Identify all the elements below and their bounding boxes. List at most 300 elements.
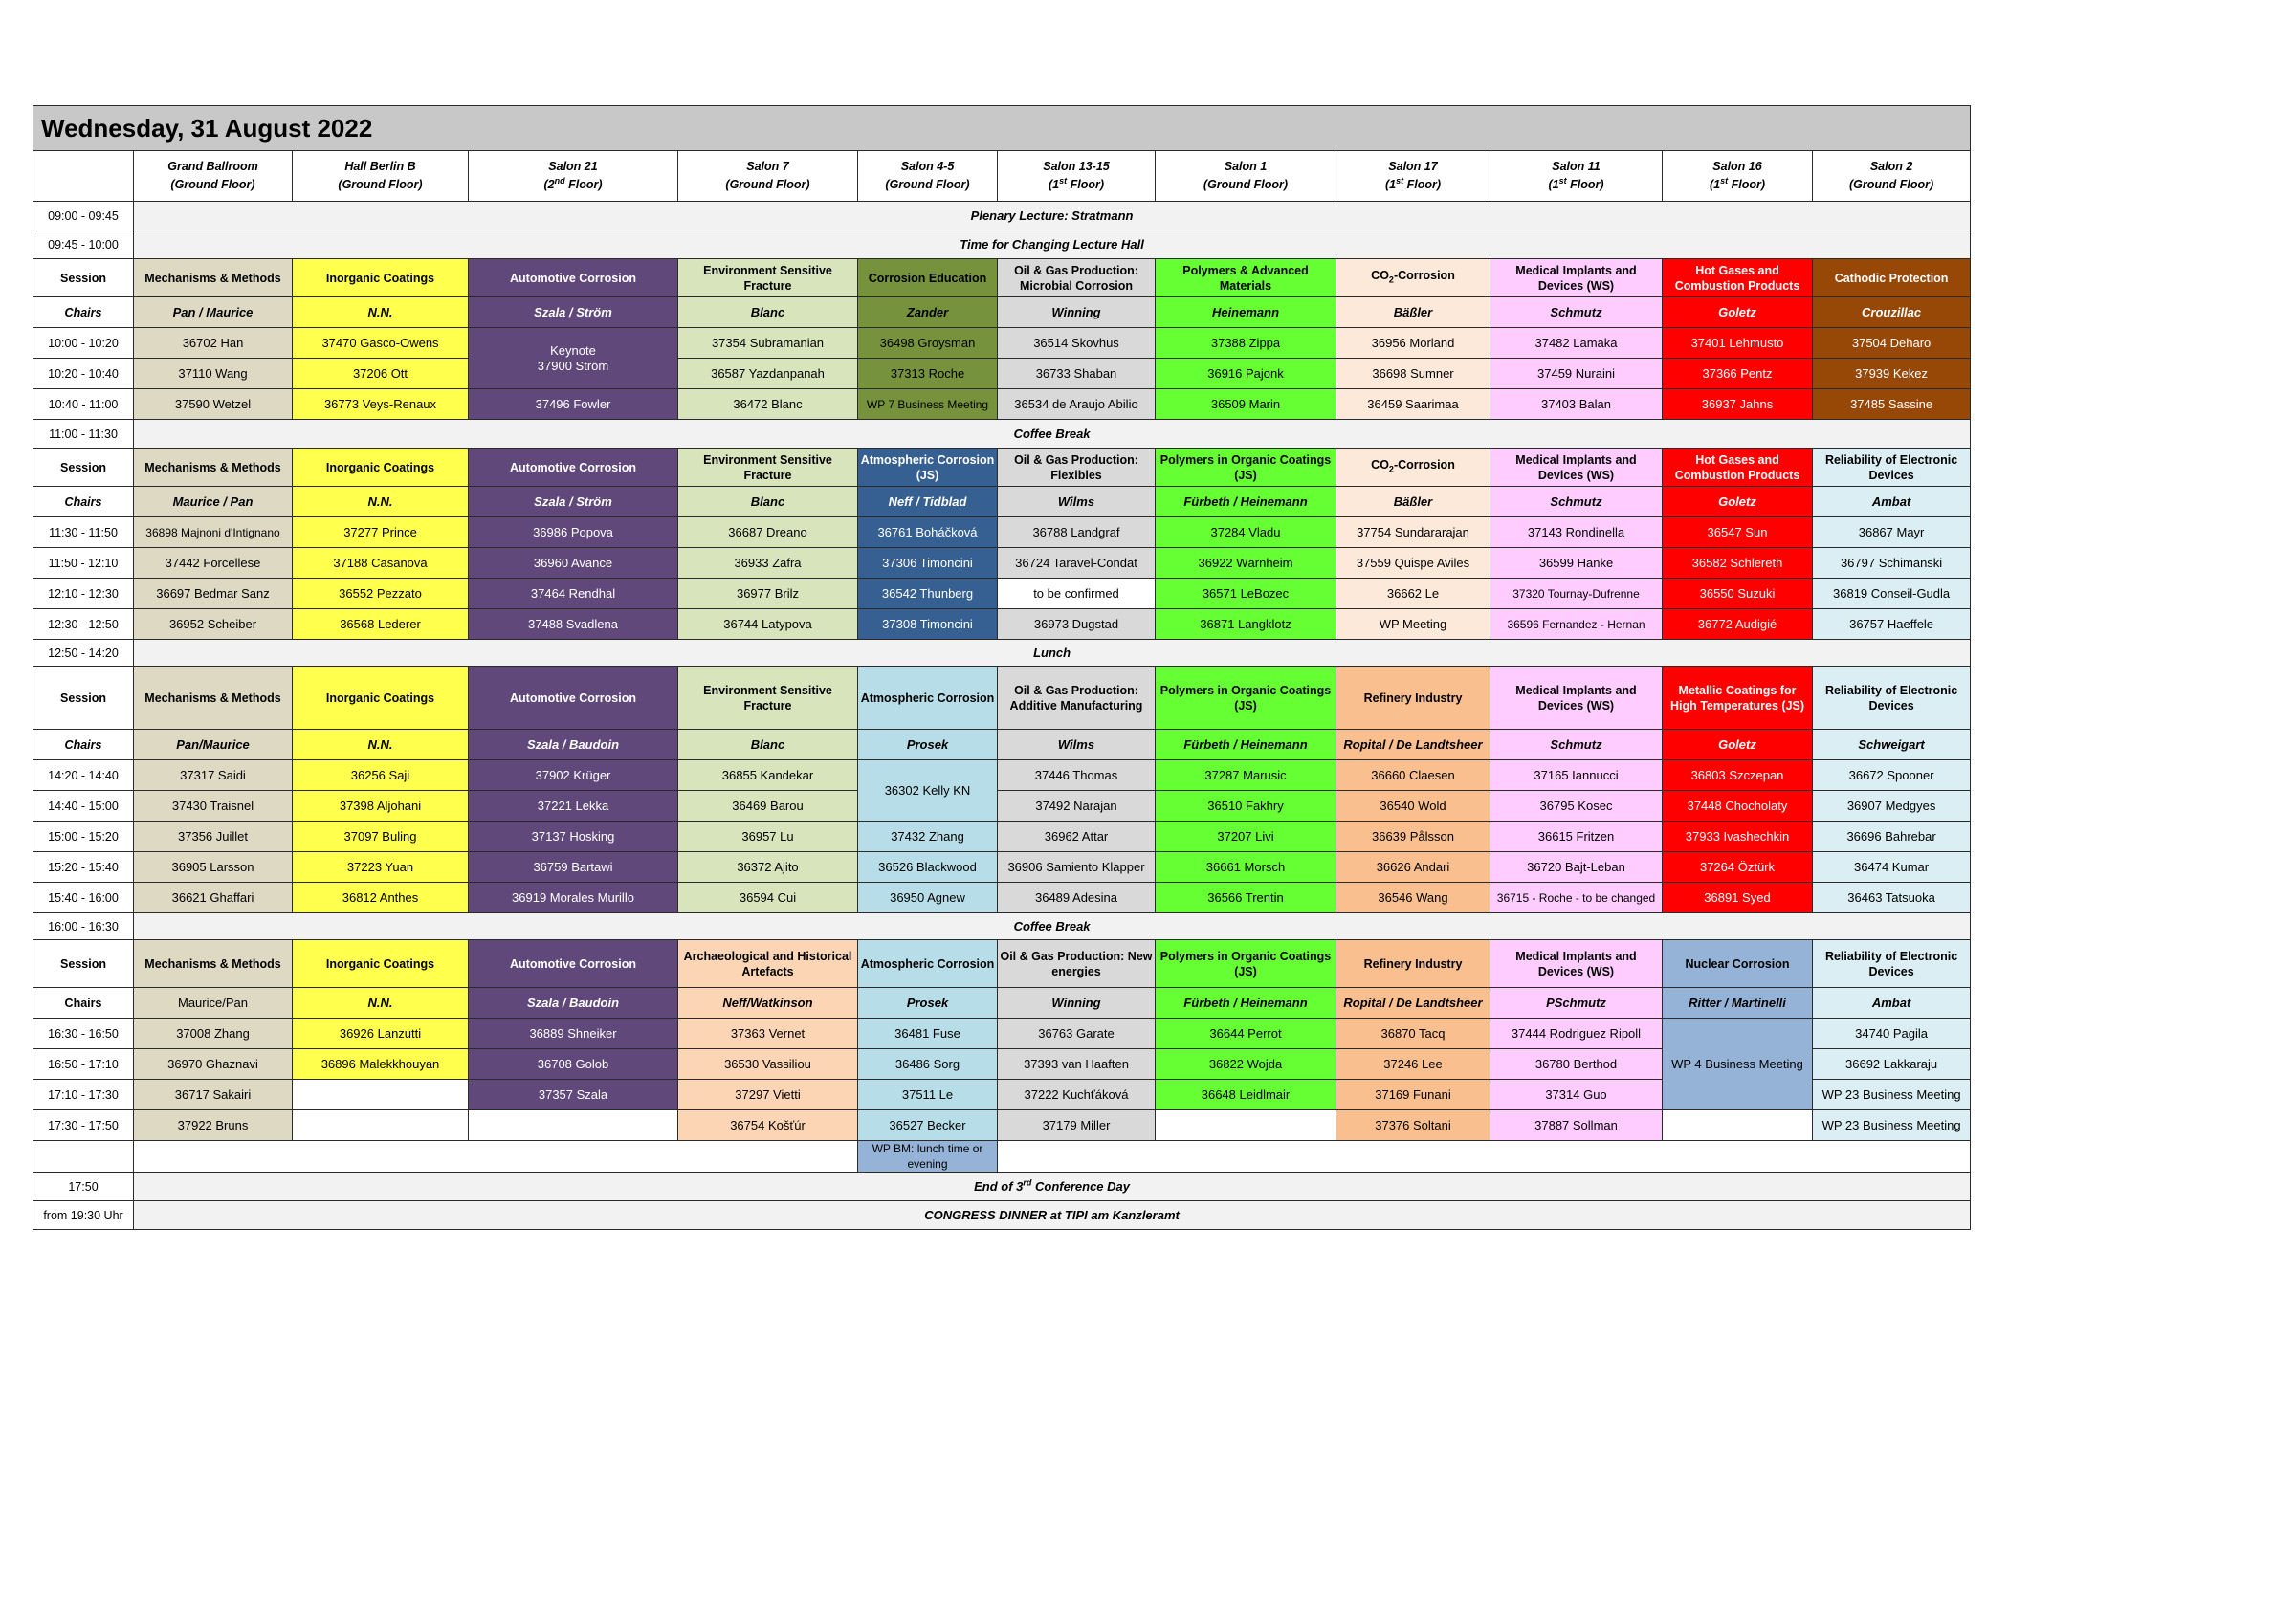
time-cell [33, 1141, 134, 1173]
session-title: $CO_2$-Corrosion [1336, 259, 1490, 297]
talk-cell: 36672 Spooner [1813, 760, 1971, 791]
time-cell: 14:20 - 14:40 [33, 760, 134, 791]
time-cell: 16:00 - 16:30 [33, 913, 134, 940]
time-cell: 11:00 - 11:30 [33, 420, 134, 449]
talk-cell: 37320 Tournay-Dufrenne [1490, 579, 1663, 609]
talk-cell: 36660 Claesen [1336, 760, 1490, 791]
talk-cell: 36469 Barou [678, 791, 858, 822]
talk-cell: 37559 Quispe Aviles [1336, 548, 1490, 579]
talk-cell: 36474 Kumar [1813, 852, 1971, 883]
talk-cell: 37403 Balan [1490, 389, 1663, 420]
session-title: Inorganic Coatings [293, 449, 469, 487]
talk-cell: 36708 Golob [469, 1049, 678, 1080]
talk-cell: 37317 Saidi [134, 760, 293, 791]
chair-cell: Ropital / De Landtsheer [1336, 988, 1490, 1019]
session-title: Medical Implants and Devices (WS) [1490, 259, 1663, 297]
talk-cell: 37376 Soltani [1336, 1110, 1490, 1141]
talk-cell: 37902 Krüger [469, 760, 678, 791]
talk-cell: 36744 Latypova [678, 609, 858, 640]
talk-cell: 37488 Svadlena [469, 609, 678, 640]
room-header: Salon 21 (2nd Floor) [469, 151, 678, 202]
time-cell: 11:50 - 12:10 [33, 548, 134, 579]
chair-cell: Schweigart [1813, 730, 1971, 760]
session-title: Metallic Coatings for High Temperatures (JS) [1663, 667, 1813, 730]
room-header: Salon 16 (1st Floor) [1663, 151, 1813, 202]
talk-cell: 36797 Schimanski [1813, 548, 1971, 579]
talk-cell: 36692 Lakkaraju [1813, 1049, 1971, 1080]
talk-cell: 36547 Sun [1663, 517, 1813, 548]
talk-cell: 37430 Traisnel [134, 791, 293, 822]
talk-cell: 36582 Schlereth [1663, 548, 1813, 579]
talk-cell: 37590 Wetzel [134, 389, 293, 420]
room-header: Salon 17 (1st Floor) [1336, 151, 1490, 202]
talk-cell [1156, 1110, 1336, 1141]
chair-cell: Heinemann [1156, 297, 1336, 328]
talk-cell: 37313 Roche [858, 359, 998, 389]
talk-cell: 37297 Vietti [678, 1080, 858, 1110]
talk-cell: 36662 Le [1336, 579, 1490, 609]
room-header: Salon 2 (Ground Floor) [1813, 151, 1971, 202]
talk-cell: 37504 Deharo [1813, 328, 1971, 359]
session-title: Automotive Corrosion [469, 259, 678, 297]
talk-cell: 36626 Andari [1336, 852, 1490, 883]
talk-cell: 37444 Rodriguez Ripoll [1490, 1019, 1663, 1049]
room-header: Salon 11 (1st Floor) [1490, 151, 1663, 202]
empty-cell [134, 1141, 858, 1173]
session-title: Hot Gases and Combustion Products [1663, 259, 1813, 297]
chair-cell: Maurice/Pan [134, 988, 293, 1019]
talk-cell: 36644 Perrot [1156, 1019, 1336, 1049]
talk-cell: 36870 Tacq [1336, 1019, 1490, 1049]
keynote-cell: Keynote 37900 Ström [469, 328, 678, 389]
talk-cell: 36715 - Roche - to be changed [1490, 883, 1663, 913]
talk-cell: 36621 Ghaffari [134, 883, 293, 913]
room-header: Grand Ballroom (Ground Floor) [134, 151, 293, 202]
talk-cell: 36509 Marin [1156, 389, 1336, 420]
time-cell: 15:40 - 16:00 [33, 883, 134, 913]
talk-cell: 37137 Hosking [469, 822, 678, 852]
talk-cell: 36587 Yazdanpanah [678, 359, 858, 389]
talk-cell: 37511 Le [858, 1080, 998, 1110]
talk-cell: 36986 Popova [469, 517, 678, 548]
talk-cell: WP 23 Business Meeting [1813, 1080, 1971, 1110]
talk-cell: 36696 Bahrebar [1813, 822, 1971, 852]
talk-cell: 37188 Casanova [293, 548, 469, 579]
session-title: Reliability of Electronic Devices [1813, 449, 1971, 487]
talk-cell: 36256 Saji [293, 760, 469, 791]
time-cell: 09:00 - 09:45 [33, 202, 134, 230]
chair-cell: Crouzillac [1813, 297, 1971, 328]
talk-cell: to be confirmed [998, 579, 1156, 609]
talk-cell: 36720 Bajt-Leban [1490, 852, 1663, 883]
talk-cell: 36907 Medgyes [1813, 791, 1971, 822]
chair-cell: Ambat [1813, 487, 1971, 517]
congress-dinner: CONGRESS DINNER at TIPI am Kanzleramt [134, 1201, 1971, 1230]
talk-cell: 36724 Taravel-Condat [998, 548, 1156, 579]
session-title: Mechanisms & Methods [134, 259, 293, 297]
chair-cell: Ropital / De Landtsheer [1336, 730, 1490, 760]
talk-cell: 37143 Rondinella [1490, 517, 1663, 548]
talk-cell: WP 7 Business Meeting [858, 389, 998, 420]
talk-cell: 36698 Sumner [1336, 359, 1490, 389]
schedule-table [33, 105, 1971, 1230]
talk-cell: 36812 Anthes [293, 883, 469, 913]
room-header: Salon 13-15 (1st Floor) [998, 151, 1156, 202]
chair-cell: Schmutz [1490, 730, 1663, 760]
talk-cell: 36661 Morsch [1156, 852, 1336, 883]
chairs-label: Chairs [33, 297, 134, 328]
chair-cell: Pan / Maurice [134, 297, 293, 328]
talk-cell: 37446 Thomas [998, 760, 1156, 791]
talk-cell: 37442 Forcellese [134, 548, 293, 579]
wp-bm-note: WP BM: lunch time or evening [858, 1141, 998, 1173]
talk-cell: 36822 Wojda [1156, 1049, 1336, 1080]
talk-cell: 36552 Pezzato [293, 579, 469, 609]
time-cell: 10:00 - 10:20 [33, 328, 134, 359]
talk-cell: 36898 Majnoni d'Intignano [134, 517, 293, 548]
talk-cell: 36970 Ghaznavi [134, 1049, 293, 1080]
chair-cell: Wilms [998, 487, 1156, 517]
coffee-break: Coffee Break [134, 913, 1971, 940]
talk-cell: 36697 Bedmar Sanz [134, 579, 293, 609]
chair-cell: Wilms [998, 730, 1156, 760]
session-title: Polymers in Organic Coatings (JS) [1156, 667, 1336, 730]
session-label: Session [33, 667, 134, 730]
chair-cell: Fürbeth / Heinemann [1156, 487, 1336, 517]
chairs-label: Chairs [33, 487, 134, 517]
talk-cell: 36530 Vassiliou [678, 1049, 858, 1080]
talk-cell: 37223 Yuan [293, 852, 469, 883]
session-title: Automotive Corrosion [469, 449, 678, 487]
session-title: Atmospheric Corrosion [858, 940, 998, 988]
talk-cell: 37165 Iannucci [1490, 760, 1663, 791]
chair-cell: Fürbeth / Heinemann [1156, 988, 1336, 1019]
talk-cell: 36973 Dugstad [998, 609, 1156, 640]
talk-cell: 37933 Ivashechkin [1663, 822, 1813, 852]
talk-cell: 36486 Sorg [858, 1049, 998, 1080]
talk-cell: 36937 Jahns [1663, 389, 1813, 420]
time-cell: 12:50 - 14:20 [33, 640, 134, 667]
talk-cell: 37393 van Haaften [998, 1049, 1156, 1080]
time-cell: 14:40 - 15:00 [33, 791, 134, 822]
talk-cell: 37169 Funani [1336, 1080, 1490, 1110]
talk-cell: 36571 LeBozec [1156, 579, 1336, 609]
nuclear-wp-meeting: WP 4 Business Meeting [1663, 1019, 1813, 1110]
talk-cell: 37110 Wang [134, 359, 293, 389]
page-title: Wednesday, 31 August 2022 [33, 106, 1971, 151]
talk-cell: 36957 Lu [678, 822, 858, 852]
talk-cell: 37887 Sollman [1490, 1110, 1663, 1141]
talk-cell: 37432 Zhang [858, 822, 998, 852]
session-title: Polymers & Advanced Materials [1156, 259, 1336, 297]
session-title: Medical Implants and Devices (WS) [1490, 940, 1663, 988]
empty-cell [998, 1141, 1971, 1173]
lunch-break: Lunch [134, 640, 1971, 667]
time-cell: 10:20 - 10:40 [33, 359, 134, 389]
chair-cell: Szala / Baudoin [469, 988, 678, 1019]
chair-cell: Winning [998, 297, 1156, 328]
time-cell: 16:50 - 17:10 [33, 1049, 134, 1080]
chair-cell: PSchmutz [1490, 988, 1663, 1019]
talk-cell: 36896 Malekkhouyan [293, 1049, 469, 1080]
session-title: Inorganic Coatings [293, 940, 469, 988]
talk-cell: 36889 Shneiker [469, 1019, 678, 1049]
talk-cell: 36372 Ajito [678, 852, 858, 883]
talk-cell: 34740 Pagila [1813, 1019, 1971, 1049]
session-title: Environment Sensitive Fracture [678, 449, 858, 487]
chair-cell: Szala / Ström [469, 297, 678, 328]
talk-cell: 37922 Bruns [134, 1110, 293, 1141]
session-title: Cathodic Protection [1813, 259, 1971, 297]
talk-cell: 36956 Morland [1336, 328, 1490, 359]
talk-cell: 36540 Wold [1336, 791, 1490, 822]
session-label: Session [33, 940, 134, 988]
session-title: Polymers in Organic Coatings (JS) [1156, 940, 1336, 988]
time-cell: 17:30 - 17:50 [33, 1110, 134, 1141]
talk-cell: WP 23 Business Meeting [1813, 1110, 1971, 1141]
talk-cell: 37459 Nuraini [1490, 359, 1663, 389]
talk-cell: 36514 Skovhus [998, 328, 1156, 359]
talk-cell: 36772 Audigié [1663, 609, 1813, 640]
chair-cell: Prosek [858, 730, 998, 760]
talk-cell: 36594 Cui [678, 883, 858, 913]
session-title: Atmospheric Corrosion [858, 667, 998, 730]
talk-cell: 37363 Vernet [678, 1019, 858, 1049]
talk-cell: 37464 Rendhal [469, 579, 678, 609]
chair-cell: Schmutz [1490, 297, 1663, 328]
talk-cell: 36463 Tatsuoka [1813, 883, 1971, 913]
talk-cell: 36916 Pajonk [1156, 359, 1336, 389]
talk-cell: 36754 Košťúr [678, 1110, 858, 1141]
session-title: Inorganic Coatings [293, 667, 469, 730]
talk-cell: 37470 Gasco-Owens [293, 328, 469, 359]
talk-cell: 37939 Kekez [1813, 359, 1971, 389]
chair-cell: Fürbeth / Heinemann [1156, 730, 1336, 760]
time-cell: 17:10 - 17:30 [33, 1080, 134, 1110]
talk-cell: 36510 Fakhry [1156, 791, 1336, 822]
talk-cell: 37398 Aljohani [293, 791, 469, 822]
chair-cell: N.N. [293, 730, 469, 760]
talk-cell: 37356 Juillet [134, 822, 293, 852]
talk-cell: 37354 Subramanian [678, 328, 858, 359]
time-cell: 10:40 - 11:00 [33, 389, 134, 420]
talk-cell: 36550 Suzuki [1663, 579, 1813, 609]
talk-cell: 36472 Blanc [678, 389, 858, 420]
session-title: Nuclear Corrosion [1663, 940, 1813, 988]
talk-cell: WP Meeting [1336, 609, 1490, 640]
session-title: Inorganic Coatings [293, 259, 469, 297]
talk-cell: 36926 Lanzutti [293, 1019, 469, 1049]
end-of-day: End of 3rd Conference Day [134, 1173, 1971, 1201]
session-title: Environment Sensitive Fracture [678, 259, 858, 297]
changing-hall-note: Time for Changing Lecture Hall [134, 230, 1971, 259]
talk-cell: 37388 Zippa [1156, 328, 1336, 359]
talk-cell: 36919 Morales Murillo [469, 883, 678, 913]
talk-cell: 37287 Marusic [1156, 760, 1336, 791]
chairs-label: Chairs [33, 730, 134, 760]
session-title: Atmospheric Corrosion (JS) [858, 449, 998, 487]
chair-cell: Goletz [1663, 487, 1813, 517]
chair-cell: Goletz [1663, 730, 1813, 760]
talk-cell: 36534 de Araujo Abilio [998, 389, 1156, 420]
talk-cell: 36759 Bartawi [469, 852, 678, 883]
talk-cell: 36855 Kandekar [678, 760, 858, 791]
session-title: Hot Gases and Combustion Products [1663, 449, 1813, 487]
talk-cell: 37366 Pentz [1663, 359, 1813, 389]
talk-cell: 36950 Agnew [858, 883, 998, 913]
talk-cell: 36459 Saarimaa [1336, 389, 1490, 420]
talk-cell: 36780 Berthod [1490, 1049, 1663, 1080]
talk-cell: 36891 Syed [1663, 883, 1813, 913]
room-header: Salon 7 (Ground Floor) [678, 151, 858, 202]
talk-cell: 37246 Lee [1336, 1049, 1490, 1080]
talk-cell: 36757 Haeffele [1813, 609, 1971, 640]
talk-cell: 36599 Hanke [1490, 548, 1663, 579]
time-cell: 09:45 - 10:00 [33, 230, 134, 259]
talk-cell [1663, 1110, 1813, 1141]
session-title: Automotive Corrosion [469, 667, 678, 730]
talk-cell [293, 1080, 469, 1110]
session-title: Archaeological and Historical Artefacts [678, 940, 858, 988]
chair-cell: Bäßler [1336, 487, 1490, 517]
session-title: Refinery Industry [1336, 667, 1490, 730]
talk-cell: 36687 Dreano [678, 517, 858, 548]
talk-cell: 37097 Buling [293, 822, 469, 852]
chair-cell: Goletz [1663, 297, 1813, 328]
talk-cell: 36819 Conseil-Gudla [1813, 579, 1971, 609]
talk-cell: 36761 Boháčková [858, 517, 998, 548]
chair-cell: Ambat [1813, 988, 1971, 1019]
talk-cell: 36960 Avance [469, 548, 678, 579]
time-cell: from 19:30 Uhr [33, 1201, 134, 1230]
time-cell: 17:50 [33, 1173, 134, 1201]
talk-cell: 36803 Szczepan [1663, 760, 1813, 791]
room-header: Salon 4-5 (Ground Floor) [858, 151, 998, 202]
session-title: Medical Implants and Devices (WS) [1490, 449, 1663, 487]
talk-cell: 37207 Livi [1156, 822, 1336, 852]
chair-cell: Neff/Watkinson [678, 988, 858, 1019]
time-cell: 15:20 - 15:40 [33, 852, 134, 883]
session-title: Reliability of Electronic Devices [1813, 667, 1971, 730]
talk-cell [293, 1110, 469, 1141]
session-title: Oil & Gas Production: New energies [998, 940, 1156, 988]
talk-cell: 37496 Fowler [469, 389, 678, 420]
talk-cell: 37284 Vladu [1156, 517, 1336, 548]
talk-cell: 36615 Fritzen [1490, 822, 1663, 852]
time-cell: 15:00 - 15:20 [33, 822, 134, 852]
chair-cell: N.N. [293, 988, 469, 1019]
chair-cell: Prosek [858, 988, 998, 1019]
chair-cell: Bäßler [1336, 297, 1490, 328]
talk-cell: 36568 Lederer [293, 609, 469, 640]
chairs-label: Chairs [33, 988, 134, 1019]
time-cell: 12:10 - 12:30 [33, 579, 134, 609]
talk-cell: 37222 Kuchťáková [998, 1080, 1156, 1110]
talk-cell: 37008 Zhang [134, 1019, 293, 1049]
chair-cell: N.N. [293, 487, 469, 517]
chair-cell: Neff / Tidblad [858, 487, 998, 517]
talk-cell: 37485 Sassine [1813, 389, 1971, 420]
chair-cell: Blanc [678, 730, 858, 760]
talk-cell: 36566 Trentin [1156, 883, 1336, 913]
session-title: Environment Sensitive Fracture [678, 667, 858, 730]
talk-cell: 36922 Wärnheim [1156, 548, 1336, 579]
time-cell: 11:30 - 11:50 [33, 517, 134, 548]
talk-cell: 36906 Samiento Klapper [998, 852, 1156, 883]
talk-cell: 37492 Narajan [998, 791, 1156, 822]
session-label: Session [33, 449, 134, 487]
talk-cell: 36933 Zafra [678, 548, 858, 579]
talk-cell: 37179 Miller [998, 1110, 1156, 1141]
session-title: Corrosion Education [858, 259, 998, 297]
talk-cell: 36952 Scheiber [134, 609, 293, 640]
talk-cell: 36498 Groysman [858, 328, 998, 359]
session-title: Refinery Industry [1336, 940, 1490, 988]
talk-cell: 36733 Shaban [998, 359, 1156, 389]
talk-cell: 36648 Leidlmair [1156, 1080, 1336, 1110]
rooms-row [33, 151, 1971, 202]
session-title: Mechanisms & Methods [134, 449, 293, 487]
coffee-break: Coffee Break [134, 420, 1971, 449]
talk-cell: 36717 Sakairi [134, 1080, 293, 1110]
chair-cell: Blanc [678, 297, 858, 328]
talk-cell: 36542 Thunberg [858, 579, 998, 609]
time-cell: 12:30 - 12:50 [33, 609, 134, 640]
talk-cell: 36526 Blackwood [858, 852, 998, 883]
talk-cell: 37448 Chocholaty [1663, 791, 1813, 822]
session-title: Mechanisms & Methods [134, 940, 293, 988]
session-title: Polymers in Organic Coatings (JS) [1156, 449, 1336, 487]
talk-cell: 36795 Kosec [1490, 791, 1663, 822]
session-title: $CO_2$-Corrosion [1336, 449, 1490, 487]
session-title: Oil & Gas Production: Additive Manufacturing [998, 667, 1156, 730]
talk-cell: 36527 Becker [858, 1110, 998, 1141]
talk-cell: 36489 Adesina [998, 883, 1156, 913]
talk-cell: 36702 Han [134, 328, 293, 359]
session-title: Oil & Gas Production: Microbial Corrosion [998, 259, 1156, 297]
talk-cell: 36546 Wang [1336, 883, 1490, 913]
session-title: Automotive Corrosion [469, 940, 678, 988]
chair-cell: Pan/Maurice [134, 730, 293, 760]
chair-cell: Schmutz [1490, 487, 1663, 517]
chair-cell: Winning [998, 988, 1156, 1019]
talk-cell: 37264 Öztürk [1663, 852, 1813, 883]
chair-cell: Szala / Baudoin [469, 730, 678, 760]
session-title: Oil & Gas Production: Flexibles [998, 449, 1156, 487]
talk-cell [469, 1110, 678, 1141]
talk-cell: 36977 Brilz [678, 579, 858, 609]
talk-cell: 36481 Fuse [858, 1019, 998, 1049]
room-header: Salon 1 (Ground Floor) [1156, 151, 1336, 202]
chair-cell: Maurice / Pan [134, 487, 293, 517]
time-cell: 16:30 - 16:50 [33, 1019, 134, 1049]
talk-cell: 36905 Larsson [134, 852, 293, 883]
talk-cell: 36788 Landgraf [998, 517, 1156, 548]
talk-cell: 36962 Attar [998, 822, 1156, 852]
talk-cell: 37482 Lamaka [1490, 328, 1663, 359]
session-title: Mechanisms & Methods [134, 667, 293, 730]
talk-cell: 37277 Prince [293, 517, 469, 548]
session-title: Medical Implants and Devices (WS) [1490, 667, 1663, 730]
talk-cell: 36596 Fernandez - Hernan [1490, 609, 1663, 640]
chair-cell: Szala / Ström [469, 487, 678, 517]
talk-cell: 37401 Lehmusto [1663, 328, 1813, 359]
session-title: Reliability of Electronic Devices [1813, 940, 1971, 988]
talk-cell: 37357 Szala [469, 1080, 678, 1110]
talk-cell: 36763 Garate [998, 1019, 1156, 1049]
chair-cell: Ritter / Martinelli [1663, 988, 1813, 1019]
talk-cell: 37206 Ott [293, 359, 469, 389]
